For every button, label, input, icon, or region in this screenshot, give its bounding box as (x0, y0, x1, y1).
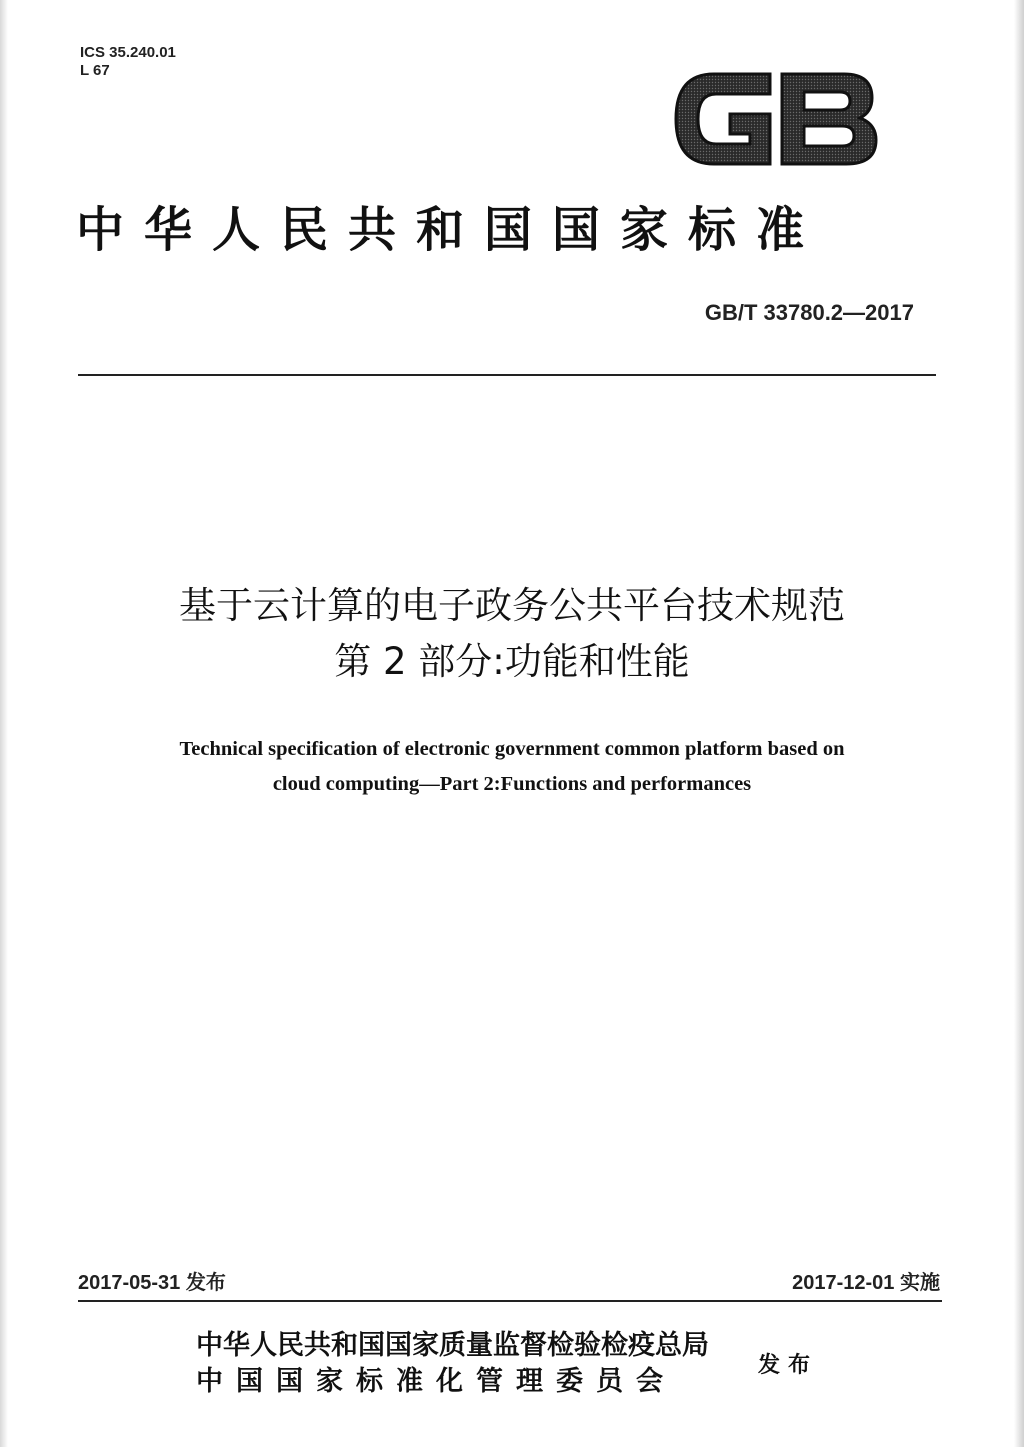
top-divider (78, 374, 936, 376)
bottom-divider (78, 1300, 942, 1302)
scan-edge-left (0, 0, 8, 1447)
ics-code: ICS 35.240.01 (80, 44, 176, 61)
ccs-code: L 67 (80, 62, 110, 79)
chinese-title-line-1: 基于云计算的电子政务公共平台技术规范 (179, 584, 845, 627)
english-title-line-1: Technical specification of electronic government common platform based on (179, 738, 845, 760)
standard-number: GB/T 33780.2—2017 (704, 300, 914, 325)
english-title (80, 732, 944, 802)
classification-codes (80, 44, 176, 80)
issuer-line-1: 中华人民共和国国家质量监督检验检疫总局 (196, 1330, 709, 1361)
chinese-title (60, 578, 964, 690)
implementation-date: 2017-12-01 实施 (792, 1272, 940, 1294)
english-title-line-2: cloud computing—Part 2:Functions and performances (272, 773, 752, 795)
publish-label: 发布 (758, 1353, 819, 1378)
issue-date: 2017-05-31 发布 (78, 1272, 226, 1294)
issuer-line-2: 中国国家标准化管理委员会 (196, 1366, 676, 1397)
scan-edge-right (1014, 0, 1024, 1447)
issuing-authorities (196, 1328, 709, 1400)
chinese-title-line-2: 第 2 部分:功能和性能 (334, 640, 690, 683)
national-standard-title: 中华人民共和国国家标准 (76, 202, 825, 258)
gb-logo-icon (672, 66, 882, 172)
